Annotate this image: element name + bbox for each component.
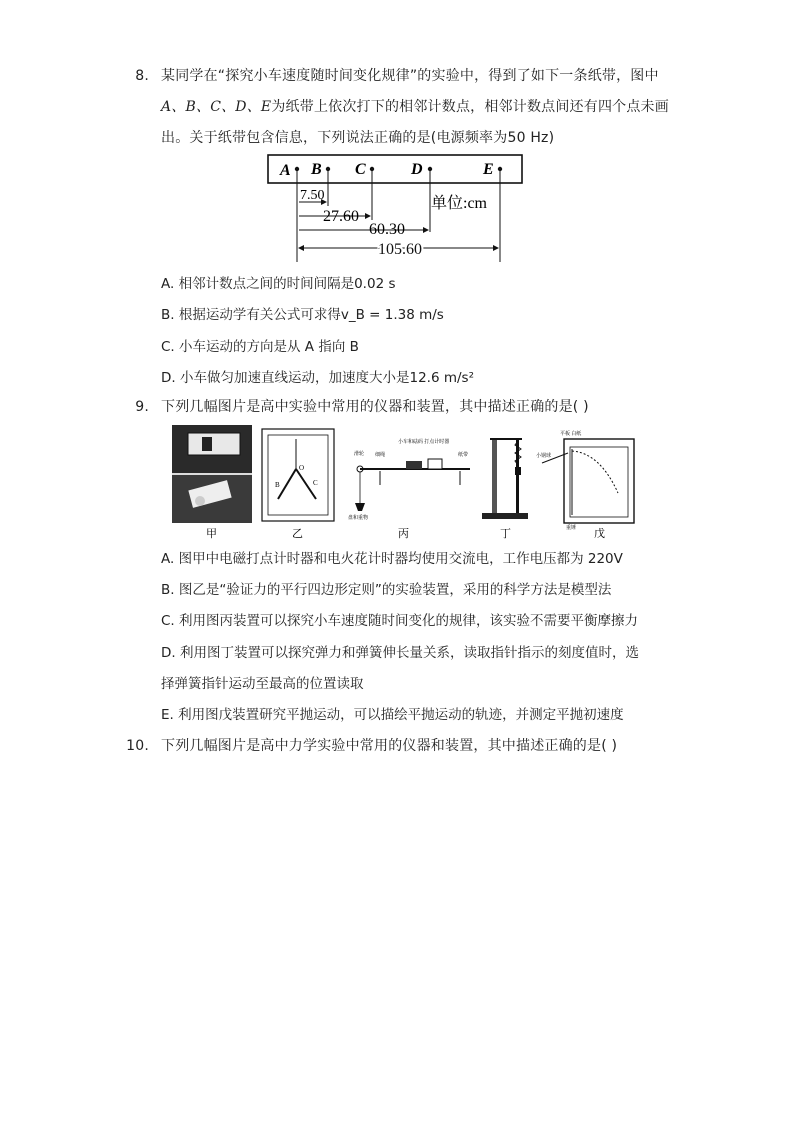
wu-left-label: 小钢球 [536, 454, 552, 459]
question-stem-line2 [161, 97, 669, 117]
option-text: 根据运动学有关公式可求得v_B = 1.38 m/s [178, 307, 444, 323]
figure-wu-projectile [536, 430, 634, 531]
point-label-e: E [483, 161, 494, 178]
option-a: A. 图甲中电磁打点计时器和电火花计时器均使用交流电，工作电压都为 220V [161, 551, 623, 567]
point-label-c: C [355, 161, 366, 178]
option-prefix: C. [161, 339, 175, 355]
wu-bottom-label: 重锤 [566, 526, 577, 531]
option-d-line1: D. 利用图丁装置可以探究弹力和弹簧伸长量关系，读取指针指示的刻度值时，选 [161, 645, 639, 661]
option-prefix: B. [161, 307, 175, 323]
option-a [161, 274, 395, 294]
point-d [428, 167, 432, 171]
label-o: O [299, 464, 305, 472]
point-e [498, 167, 502, 171]
question-stem-line3: 出。关于纸带包含信息，下列说法正确的是(电源频率为50 Hz) [161, 130, 555, 146]
bing-tape-label: 纸带 [458, 453, 469, 458]
bing-rope-label: 细绳 [375, 453, 386, 458]
point-letters: A、B、C、D、E [161, 99, 272, 115]
distance-ae: 105.60 [378, 241, 422, 258]
option-b: B. 图乙是“验证力的平行四边形定则”的实验装置，采用的科学方法是模型法 [161, 582, 612, 598]
figure-yi-force-board [262, 429, 334, 521]
distance-ad: 60.30 [369, 221, 405, 238]
option-e: E. 利用图戊装置研究平抛运动，可以描绘平抛运动的轨迹，并测定平抛初速度 [161, 707, 624, 723]
figure-label-yi: 乙 [292, 528, 303, 540]
point-label-b: B [311, 161, 322, 178]
paper-tape-figure [266, 150, 528, 269]
figure-bing-track [348, 438, 470, 521]
option-c: C. 利用图丙装置可以探究小车速度随时间变化的规律，该实验不需要平衡摩擦力 [161, 613, 639, 629]
option-d [161, 368, 474, 388]
option-d-line2: 择弹簧指针运动至最高的位置读取 [161, 676, 364, 692]
figure-label-wu: 戊 [594, 528, 605, 540]
figure-jia-photo [172, 425, 252, 523]
question-number: 8. [135, 68, 149, 84]
option-text: 小车运动的方向是从 A 指向 B [179, 339, 359, 355]
figure-label-bing: 丙 [398, 528, 409, 540]
point-b [326, 167, 330, 171]
unit-label: 单位:cm [431, 195, 487, 212]
figure-ding-spring [482, 439, 528, 519]
point-label-d: D [411, 161, 423, 178]
option-text: 小车做匀加速直线运动，加速度大小是12.6 m/s² [179, 370, 474, 386]
question-number: 9. [135, 399, 149, 415]
point-a [295, 167, 299, 171]
stem-line2-rest: 为纸带上依次打下的相邻计数点，相邻计数点间还有四个点未画 [271, 99, 669, 115]
figure-label-ding: 丁 [500, 528, 511, 540]
option-b [161, 305, 444, 325]
apparatus-figures [170, 423, 636, 545]
question-stem-line1: 某同学在“探究小车速度随时间变化规律”的实验中，得到了如下一条纸带，图中 [161, 68, 659, 84]
distance-ac: 27.60 [323, 208, 359, 225]
option-text: 相邻计数点之间的时间间隔是0.02 s [178, 276, 396, 292]
point-c [370, 167, 374, 171]
label-c: C [313, 479, 318, 487]
point-label-a: A [280, 162, 291, 179]
question-stem: 下列几幅图片是高中力学实验中常用的仪器和装置，其中描述正确的是( ) [161, 738, 618, 754]
wu-top-label: 平板 白纸 [560, 432, 582, 437]
question-stem: 下列几幅图片是高中实验中常用的仪器和装置，其中描述正确的是( ) [161, 399, 589, 415]
bing-pulley-label: 滑轮 [354, 452, 365, 457]
option-prefix: D. [161, 370, 176, 386]
bing-weight-label: 盘和重物 [348, 516, 369, 521]
option-c [161, 337, 359, 357]
figure-label-jia: 甲 [206, 528, 217, 540]
question-number: 10. [126, 738, 149, 754]
label-b: B [275, 481, 280, 489]
option-prefix: A. [161, 276, 175, 292]
bing-top-label: 小车和砝码 打点计时器 [398, 440, 450, 445]
distance-ab: 7.50 [300, 188, 325, 203]
